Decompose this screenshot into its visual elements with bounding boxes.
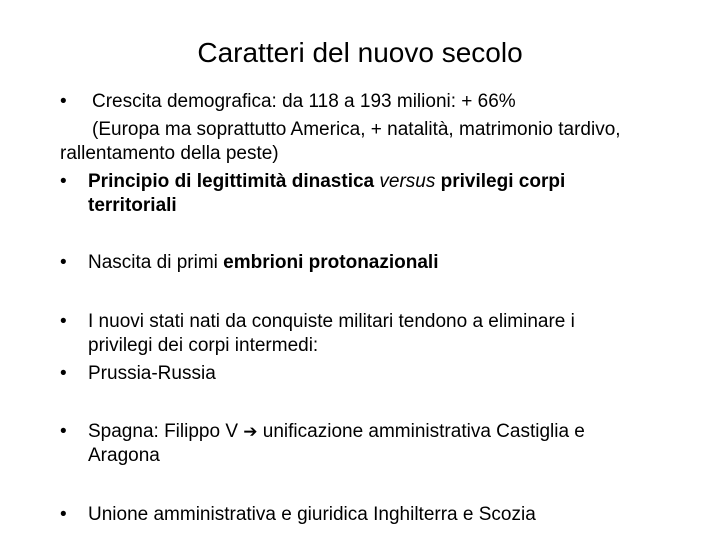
bullet-marker: • [60,91,67,112]
bullet-nascita [88,251,439,275]
bullet-principio-line1 [88,170,565,194]
bullet-nascita-text: Nascita di primi [88,252,224,273]
bullet-unione: Unione amministrativa e giuridica Inghilterra e Scozia [88,504,536,525]
bullet-prussia-russia: Prussia-Russia [88,363,216,384]
bullet-nuovi-stati-line2: privilegi dei corpi intermedi: [88,335,319,356]
bullet-principio-line2-text: territoriali [88,195,177,216]
bullet-principio-italic: versus [379,171,436,192]
bullet-spagna-line2: Aragona [88,445,160,466]
bullet-spagna-text1: Spagna: Filippo V [88,421,244,442]
right-arrow-icon: ➔ [243,422,258,441]
bullet-principio-line2 [88,194,177,218]
bullet-spagna-line1 [88,420,585,444]
bullet-crescita-line2: (Europa ma soprattutto America, + natalità, matrimonio tardivo, [92,119,621,140]
bullet-nascita-bold: embrioni protonazionali [223,252,439,273]
bullet-spagna-text2: unificazione amministrativa Castiglia e [257,421,585,442]
bullet-marker: • [60,363,67,384]
slide-title: Caratteri del nuovo secolo [197,37,523,68]
bullet-crescita-line3: rallentamento della peste) [60,143,279,164]
bullet-marker: • [60,421,67,442]
bullet-marker: • [60,504,67,525]
bullet-marker: • [60,311,67,332]
bullet-crescita-line1: Crescita demografica: da 118 a 193 milioni: + 66% [92,91,516,112]
bullet-nuovi-stati-line1: I nuovi stati nati da conquiste militari tendono a eliminare i [88,311,575,332]
bullet-marker: • [60,171,67,192]
bullet-marker: • [60,252,67,273]
bullet-principio-bold1: Principio di legittimità dinastica [88,171,380,192]
bullet-principio-bold2: privilegi corpi [435,171,566,192]
